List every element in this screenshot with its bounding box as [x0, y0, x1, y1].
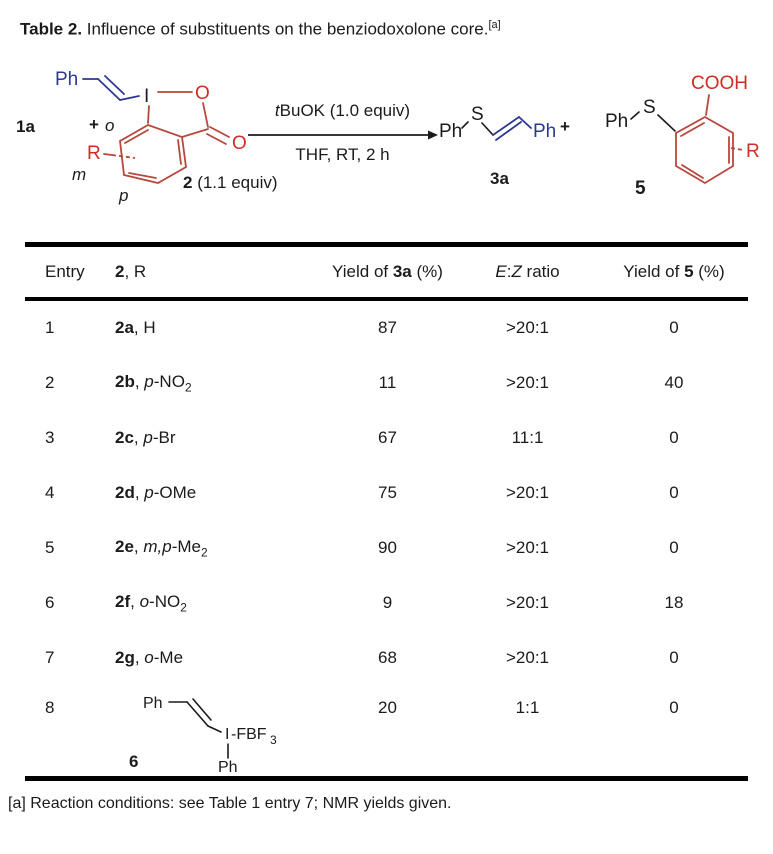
table-caption [20, 14, 753, 41]
phenyl-label: Ph [218, 758, 238, 774]
cell-yield-3a: 67 [378, 428, 397, 448]
reagent-2-caption [183, 173, 278, 193]
cell-entry: 5 [45, 538, 55, 558]
cell-substituent: 2f, $o-NO_2$ [115, 591, 187, 615]
phenyl-label: Ph [533, 120, 557, 142]
benzene-ring [120, 125, 186, 183]
table-bottom-rule [25, 776, 748, 781]
phenyl-label: Ph [439, 120, 463, 142]
table-row-entry-1 [25, 301, 748, 356]
counterion-subscript: 3 [270, 732, 277, 747]
table-body [25, 301, 748, 776]
product-5-structure [583, 57, 771, 209]
phenyl-label: Ph [143, 694, 163, 712]
table-footnote: [a] Reaction conditions: see Table 1 entry 7; NMR yields given. [8, 794, 452, 812]
cell-yield-3a: 9 [382, 593, 393, 613]
r-variable-position-bond [112, 155, 135, 158]
cell-yield-5: 0 [669, 483, 679, 503]
cell-entry: 6 [45, 593, 55, 613]
tbuok-rest: BuOK (1.0 equiv) [279, 100, 411, 120]
cell-ez-ratio: >20:1 [505, 538, 549, 558]
cell-substituent [113, 686, 320, 774]
bond [482, 123, 493, 135]
cell-entry: 8 [45, 697, 55, 717]
cell-ez-ratio: >20:1 [505, 318, 549, 338]
cell-ez-ratio: >20:1 [505, 373, 549, 393]
cell-yield-5: 0 [669, 648, 679, 668]
cooh-bond [706, 95, 709, 115]
cell-entry: 3 [45, 428, 55, 448]
table-caption-text: Influence of substituents on the benziodoxolone core. [82, 19, 489, 39]
table-row-entry-6 [25, 576, 748, 631]
reactant-1a-label: 1a [16, 116, 35, 136]
cell-yield-3a: 75 [378, 483, 397, 503]
table-row-entry-2 [25, 356, 748, 411]
aromatic-inner-bond [681, 123, 704, 136]
bond [658, 115, 675, 131]
sulfur-atom-label: S [643, 96, 656, 118]
table-row-entry-8 [25, 686, 748, 776]
column-header-compound-r: 2, R [115, 261, 147, 281]
r-substituent-label: R [87, 142, 101, 164]
cell-substituent: 2g, o-Me [115, 648, 184, 668]
vinyl-double-bond [98, 79, 120, 100]
ortho-position-label: o [105, 115, 115, 135]
reagent-2-number: 2 [183, 172, 193, 192]
cell-ez-ratio: 1:1 [515, 697, 540, 717]
cell-yield-3a: 68 [378, 648, 397, 668]
conditions-line1 [245, 101, 440, 121]
results-table [25, 242, 748, 781]
column-header-yield-5: Yield of 5 (%) [623, 261, 725, 281]
meta-position-label: m [72, 164, 87, 184]
tbuok-italic-t: t [274, 100, 280, 120]
carbonyl-oxygen-label: O [232, 132, 247, 154]
cell-yield-5: 40 [664, 373, 684, 393]
table-row-entry-7 [25, 631, 748, 686]
cell-yield-3a: 87 [378, 318, 397, 338]
iodine-atom-label: I [225, 725, 230, 743]
benzene-ring [676, 117, 733, 183]
cell-yield-5: 0 [669, 318, 679, 338]
carbonyl-double-bond-inner [207, 134, 226, 144]
product-5-label: 5 [635, 177, 646, 199]
cell-yield-3a: 11 [378, 373, 397, 393]
cell-entry: 7 [45, 648, 55, 668]
plus-sign-right: + [560, 116, 570, 136]
aromatic-inner-bond [178, 140, 181, 164]
bond [462, 122, 468, 128]
cell-yield-5: 0 [669, 697, 679, 717]
reaction-arrow [248, 129, 438, 141]
paper-table-page [0, 14, 773, 854]
table-row-entry-3 [25, 411, 748, 466]
ring-oxygen-label: O [195, 82, 210, 104]
cell-ez-ratio: 11:1 [511, 428, 544, 448]
cooh-label: COOH [691, 72, 748, 94]
cell-yield-3a: 90 [378, 538, 397, 558]
table-caption-number: Table 2. [20, 19, 83, 39]
cell-yield-5: 18 [664, 593, 684, 613]
cell-yield-5: 0 [669, 538, 679, 558]
cell-substituent: 2c, p-Br [115, 428, 176, 448]
bond [203, 103, 208, 127]
para-position-label: p [119, 185, 129, 205]
vinyl-double-bond-inner [105, 76, 124, 94]
cell-ez-ratio: >20:1 [505, 648, 549, 668]
footnote-reference: [a] [488, 19, 501, 31]
cell-yield-3a: 20 [378, 697, 397, 717]
conditions-line2: THF, RT, 2 h [295, 144, 390, 164]
cell-entry: 2 [45, 373, 55, 393]
table-header-row [25, 247, 748, 297]
r-substituent-label: R [746, 140, 760, 162]
sulfur-atom-label: S [471, 103, 484, 125]
bond [148, 106, 149, 123]
cell-yield-5: 0 [669, 428, 679, 448]
compound-6-structure [115, 686, 295, 774]
iodine-atom-label: I [144, 85, 150, 107]
cell-entry: 4 [45, 483, 55, 503]
cell-substituent: 2d, p-OMe [115, 483, 197, 503]
compound-6-label: 6 [129, 751, 139, 771]
cell-ez-ratio: >20:1 [505, 593, 549, 613]
column-header-yield-3a: Yield of 3a (%) [332, 261, 443, 281]
phenyl-label: Ph [605, 110, 629, 132]
reaction-scheme [0, 57, 773, 242]
plus-sign-left: + [89, 114, 99, 134]
cell-substituent: 2e, $m,p-Me_2$ [115, 536, 208, 560]
bond [631, 112, 639, 119]
cell-substituent: 2a, H [115, 318, 156, 338]
column-header-ez-ratio: E:Z ratio [495, 261, 560, 281]
table-row-entry-5 [25, 521, 748, 576]
product-3a-structure [437, 102, 572, 162]
column-header-entry: Entry [45, 261, 85, 281]
cell-substituent: 2b, $p-NO_2$ [115, 371, 192, 395]
bond [182, 129, 208, 137]
table-row-entry-4 [25, 466, 748, 521]
cell-entry: 1 [45, 318, 55, 338]
bond [208, 726, 221, 732]
product-3a-label: 3a [490, 168, 509, 188]
vinyl-iodine-bond [120, 96, 139, 100]
cell-ez-ratio: >20:1 [505, 483, 549, 503]
r-bond [104, 154, 112, 155]
vinyl-double-bond-inner [193, 699, 211, 720]
carbonyl-double-bond [210, 127, 229, 137]
phenyl-label: Ph [55, 68, 79, 90]
counterion-label: -FBF [231, 725, 267, 743]
reagent-2-equiv: (1.1 equiv) [192, 172, 278, 192]
